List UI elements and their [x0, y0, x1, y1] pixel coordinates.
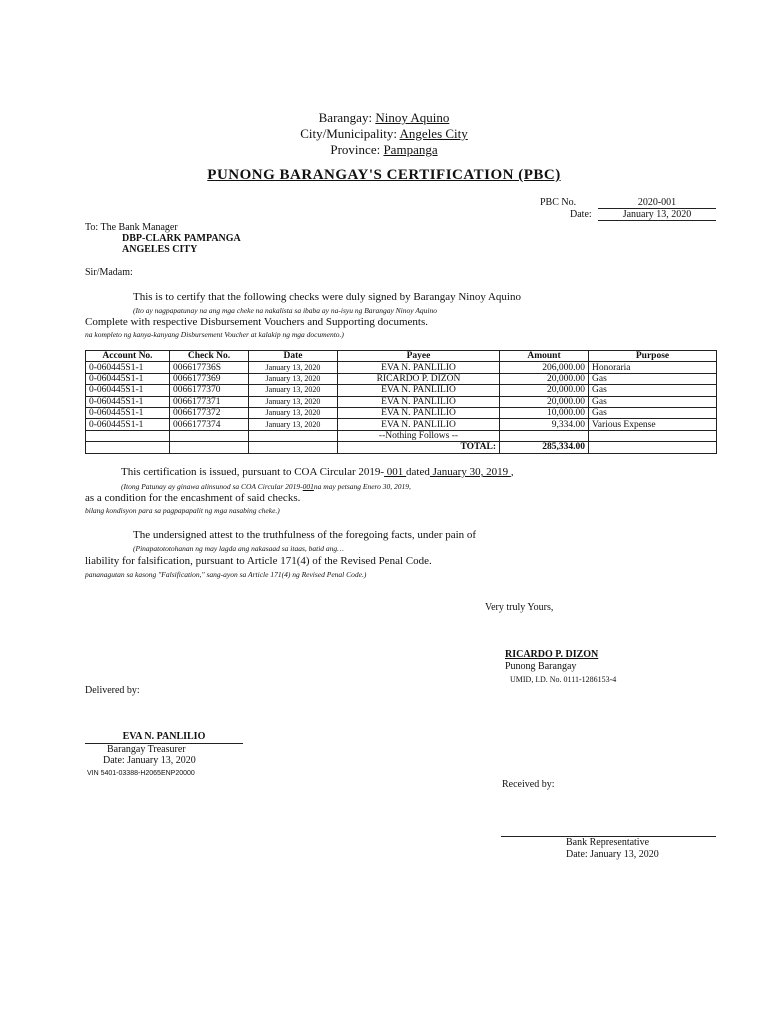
cert-paragraph-1 [121, 466, 514, 478]
pbc-no-value: 2020-001 [598, 197, 716, 209]
cert-p1-tl-text: (Itong Patunay ay ginawa alinsunod sa COA Circular 2019- [121, 482, 303, 491]
salutation: Sir/Madam: [85, 267, 133, 278]
cert-p1-text: This certification is issued, pursuant to COA Circular 2019- [121, 466, 385, 478]
addressee-to: To: The Bank Manager [85, 222, 178, 233]
column-header-payee: Payee [338, 351, 500, 362]
cell-amount: 20,000.00 [500, 373, 589, 384]
delivered-by-date: Date: January 13, 2020 [103, 755, 196, 766]
intro-line-2-tagalog: na kompleto ng kanya-kanyang Disbursement Voucher at kalakip ng mga documento.) [85, 330, 344, 339]
cell-check-no: 0066177374 [170, 419, 249, 430]
cell-empty [249, 430, 338, 441]
signatory-title: Punong Barangay [505, 661, 577, 672]
cert-paragraph-4-tagalog: pananagutan sa kasong "Falsification," sang-ayon sa Article 171(4) ng Revised Penal Code.) [85, 570, 367, 579]
barangay-line [0, 110, 768, 126]
cert-p1-dated: dated [406, 466, 430, 478]
cell-date: January 13, 2020 [249, 407, 338, 418]
nothing-follows: --Nothing Follows -- [338, 430, 500, 441]
cell-date: January 13, 2020 [249, 362, 338, 373]
cell-purpose: Gas [589, 396, 717, 407]
cell-check-no: 0066177369 [170, 373, 249, 384]
received-by-label: Received by: [502, 779, 555, 790]
pbc-no-label: PBC No. [540, 197, 577, 208]
cell-date: January 13, 2020 [249, 385, 338, 396]
cell-date: January 13, 2020 [249, 396, 338, 407]
coa-circular-number: 001 [384, 466, 407, 478]
cert-paragraph-2: as a condition for the encashment of said checks. [85, 492, 301, 504]
province-line [0, 142, 768, 158]
cell-account-no: 0-060445S1-1 [86, 407, 170, 418]
cell-check-no: 0066177370 [170, 385, 249, 396]
cell-check-no: 0066177372 [170, 407, 249, 418]
document-title-text: PUNONG BARANGAY'S CERTIFICATION (PBC) [207, 167, 561, 183]
cell-payee: EVA N. PANLILIO [338, 362, 500, 373]
cell-purpose: Various Expense [589, 419, 717, 430]
column-header-amount: Amount [500, 351, 589, 362]
delivered-by-name: EVA N. PANLILIO [122, 731, 206, 742]
cert-paragraph-4: liability for falsification, pursuant to Article 171(4) of the Revised Penal Code. [85, 555, 432, 567]
cell-empty [86, 442, 170, 453]
cell-empty [86, 430, 170, 441]
cell-date: January 13, 2020 [249, 419, 338, 430]
cell-account-no: 0-060445S1-1 [86, 396, 170, 407]
cell-purpose: Gas [589, 385, 717, 396]
cell-amount: 10,000.00 [500, 407, 589, 418]
column-header-check-no: Check No. [170, 351, 249, 362]
table-row [86, 407, 717, 418]
total-value: 285,334.00 [500, 442, 589, 453]
signatory-id: UMID, I.D. No. 0111-1286153-4 [510, 675, 617, 684]
cert-paragraph-3-tagalog: (Pinapatototohanan ng may lagda ang nakasaad sa itaas, batid ang… [133, 544, 344, 553]
city-value: Angeles City [399, 126, 468, 141]
intro-line-1: This is to certify that the following checks were duly signed by Barangay Ninoy Aquino [133, 291, 521, 303]
intro-line-1-tagalog: (Ito ay nagpapatunay na ang mga cheke na nakalista sa ibaba ay na-isyu ng Barangay Ninoy Aquino [133, 306, 437, 315]
table-row [86, 362, 717, 373]
cell-account-no: 0-060445S1-1 [86, 419, 170, 430]
cell-payee: RICARDO P. DIZON [338, 373, 500, 384]
checks-table [85, 350, 717, 454]
cell-empty [500, 430, 589, 441]
cell-amount: 206,000.00 [500, 362, 589, 373]
column-header-purpose: Purpose [589, 351, 717, 362]
province-label: Province: [330, 142, 381, 157]
cert-p1-tl-number: 001 [302, 482, 314, 491]
received-by-date: Date: January 13, 2020 [566, 849, 659, 860]
table-row [86, 419, 717, 430]
signatory-name: RICARDO P. DIZON [505, 649, 599, 660]
barangay-label: Barangay: [318, 110, 373, 125]
pbc-date-label: Date: [570, 209, 592, 220]
cell-amount: 9,334.00 [500, 419, 589, 430]
received-by-title: Bank Representative [566, 837, 650, 848]
cell-account-no: 0-060445S1-1 [86, 385, 170, 396]
cell-account-no: 0-060445S1-1 [86, 362, 170, 373]
table-row-nothing-follows [86, 430, 717, 441]
cert-p1-tl-end: na may petsang Enero 30, 2019, [313, 482, 411, 491]
column-header-account-no: Account No. [86, 351, 170, 362]
delivered-by-title: Barangay Treasurer [107, 744, 186, 755]
coa-circular-date: January 30, 2019 [429, 466, 511, 478]
table-row [86, 373, 717, 384]
cert-paragraph-2-tagalog: bilang kondisyon para sa pagpapapalit ng mga nasabing cheke.) [85, 506, 280, 515]
total-label: TOTAL: [338, 442, 500, 453]
cell-payee: EVA N. PANLILIO [338, 419, 500, 430]
table-row-total [86, 442, 717, 453]
addressee-city: ANGELES CITY [122, 244, 198, 255]
cell-account-no: 0-060445S1-1 [86, 373, 170, 384]
closing: Very truly Yours, [485, 602, 554, 613]
column-header-date: Date [249, 351, 338, 362]
cell-purpose: Honoraria [589, 362, 717, 373]
cell-empty [589, 442, 717, 453]
cell-check-no: 0066177371 [170, 396, 249, 407]
cell-payee: EVA N. PANLILIO [338, 407, 500, 418]
cell-check-no: 006617736S [170, 362, 249, 373]
province-value: Pampanga [383, 142, 438, 157]
cell-empty [249, 442, 338, 453]
pbc-date-value: January 13, 2020 [598, 209, 716, 221]
table-row [86, 396, 717, 407]
cert-paragraph-3: The undersigned attest to the truthfulness of the foregoing facts, under pain of [133, 529, 477, 541]
table-row [86, 385, 717, 396]
cell-amount: 20,000.00 [500, 385, 589, 396]
cell-payee: EVA N. PANLILIO [338, 385, 500, 396]
cell-purpose: Gas [589, 373, 717, 384]
delivered-by-vin: VIN 5401-03388-H2065ENP20000 [87, 770, 195, 777]
city-label: City/Municipality: [300, 126, 397, 141]
city-line [0, 126, 768, 142]
intro-line-2: Complete with respective Disbursement Vouchers and Supporting documents. [85, 316, 428, 328]
document-title [0, 167, 768, 184]
addressee-bank: DBP-CLARK PAMPANGA [122, 233, 241, 244]
cell-empty [170, 430, 249, 441]
cell-empty [589, 430, 717, 441]
cert-p1-end: , [510, 466, 514, 478]
cell-empty [170, 442, 249, 453]
cell-payee: EVA N. PANLILIO [338, 396, 500, 407]
cert-paragraph-1-tagalog [121, 482, 411, 491]
cell-purpose: Gas [589, 407, 717, 418]
table-header-row [86, 351, 717, 362]
barangay-value: Ninoy Aquino [375, 110, 450, 125]
delivered-by-label: Delivered by: [85, 685, 140, 696]
cell-amount: 20,000.00 [500, 396, 589, 407]
cell-date: January 13, 2020 [249, 373, 338, 384]
